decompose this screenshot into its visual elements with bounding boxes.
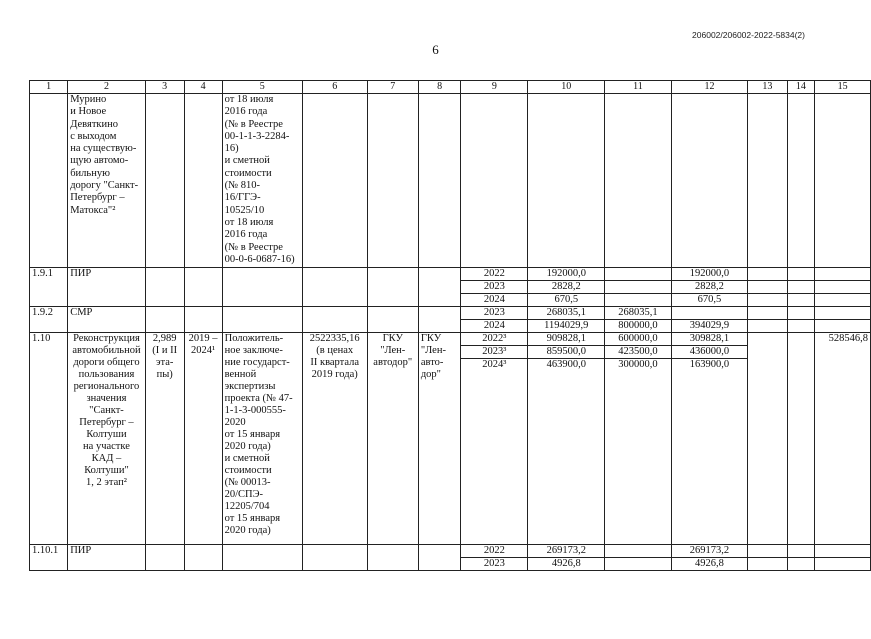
federal-cell	[605, 94, 672, 268]
year-cell: 2024³	[461, 359, 528, 545]
empty-cell	[748, 94, 787, 268]
expertise-cell	[222, 268, 302, 307]
year-cell: 2022³	[461, 333, 528, 346]
cost-cell	[302, 268, 367, 307]
column-header: 7	[367, 81, 418, 94]
customer-cell	[367, 94, 418, 268]
row-number-cell: 1.9.2	[30, 307, 68, 333]
row-number-cell: 1.9.1	[30, 268, 68, 307]
regional-cell: 163900,0	[671, 359, 747, 545]
row-number-cell: 1.10	[30, 333, 68, 545]
empty-cell	[787, 333, 815, 545]
length-cell: 2,989 (I и II эта- пы)	[145, 333, 184, 545]
length-cell	[145, 307, 184, 333]
column-header: 4	[184, 81, 222, 94]
year-cell: 2024	[461, 320, 528, 333]
federal-cell: 423500,0	[605, 346, 672, 359]
total-cell: 859500,0	[528, 346, 605, 359]
year-cell: 2022	[461, 268, 528, 281]
column-15-value-cell: 528546,8	[815, 333, 871, 545]
empty-cell	[748, 307, 787, 320]
column-header: 6	[302, 81, 367, 94]
year-cell: 2023	[461, 281, 528, 294]
empty-cell	[748, 333, 787, 545]
empty-cell	[815, 307, 871, 320]
federal-cell: 800000,0	[605, 320, 672, 333]
federal-cell	[605, 545, 672, 558]
empty-cell	[748, 294, 787, 307]
column-header: 1	[30, 81, 68, 94]
row-number-cell	[30, 94, 68, 268]
empty-cell	[815, 320, 871, 333]
total-cell	[528, 94, 605, 268]
column-header: 3	[145, 81, 184, 94]
empty-cell	[787, 307, 815, 320]
empty-cell	[787, 545, 815, 558]
table-row	[30, 268, 871, 281]
regional-cell	[671, 307, 747, 320]
regional-cell: 269173,2	[671, 545, 747, 558]
federal-cell	[605, 281, 672, 294]
year-cell: 2023³	[461, 346, 528, 359]
regional-cell: 309828,1	[671, 333, 747, 346]
total-cell: 670,5	[528, 294, 605, 307]
period-cell	[184, 307, 222, 333]
length-cell	[145, 545, 184, 571]
investment-program-table	[29, 80, 871, 571]
empty-cell	[787, 94, 815, 268]
empty-cell	[815, 281, 871, 294]
federal-cell: 300000,0	[605, 359, 672, 545]
federal-cell	[605, 294, 672, 307]
column-number-row	[30, 81, 871, 94]
empty-cell	[748, 281, 787, 294]
year-cell: 2023	[461, 558, 528, 571]
regional-cell: 436000,0	[671, 346, 747, 359]
federal-cell	[605, 268, 672, 281]
regional-cell	[671, 94, 747, 268]
total-cell: 909828,1	[528, 333, 605, 346]
year-cell: 2024	[461, 294, 528, 307]
empty-cell	[815, 94, 871, 268]
total-cell: 192000,0	[528, 268, 605, 281]
expertise-cell: от 18 июля 2016 года (№ в Реестре 00-1-1-3-2284- 16) и сметной стоимости (№ 810- 16/ГГЭ- 10525/10 от 18 июля 2016 года (№ в Реестре 00-0-6-0687-16)	[222, 94, 302, 268]
empty-cell	[748, 320, 787, 333]
regional-cell: 2828,2	[671, 281, 747, 294]
period-cell	[184, 268, 222, 307]
builder-cell	[418, 545, 461, 571]
regional-cell: 4926,8	[671, 558, 747, 571]
federal-cell: 268035,1	[605, 307, 672, 320]
column-header: 8	[418, 81, 461, 94]
regional-cell: 670,5	[671, 294, 747, 307]
empty-cell	[815, 558, 871, 571]
length-cell	[145, 94, 184, 268]
total-cell: 268035,1	[528, 307, 605, 320]
total-cell: 269173,2	[528, 545, 605, 558]
document-registration-number: 206002/206002-2022-5834(2)	[692, 30, 805, 40]
table-row	[30, 545, 871, 558]
customer-cell	[367, 307, 418, 333]
federal-cell	[605, 558, 672, 571]
empty-cell	[787, 268, 815, 281]
table-row	[30, 307, 871, 320]
column-header: 10	[528, 81, 605, 94]
total-cell: 4926,8	[528, 558, 605, 571]
builder-cell	[418, 268, 461, 307]
column-header: 11	[605, 81, 672, 94]
regional-cell: 192000,0	[671, 268, 747, 281]
total-cell: 2828,2	[528, 281, 605, 294]
object-name-cell: ПИР	[68, 268, 146, 307]
object-name-cell: Реконструкция автомобильной дороги общего пользования регионального значения "Санкт- Петербург – Колтуши на участке КАД – Колтуши" 1, 2 этап²	[68, 333, 146, 545]
cost-cell	[302, 545, 367, 571]
column-header: 12	[671, 81, 747, 94]
expertise-cell	[222, 545, 302, 571]
customer-cell	[367, 545, 418, 571]
column-header: 9	[461, 81, 528, 94]
object-name-cell: ПИР	[68, 545, 146, 571]
empty-cell	[748, 558, 787, 571]
expertise-cell: Положитель- ное заключе- ние государст- венной экспертизы проекта (№ 47- 1-1-3-000555- 2020 от 15 января 2020 года) и сметной стоимости (№ 00013- 20/СПЭ- 12205/704 от 15 января 2020 года)	[222, 333, 302, 545]
regional-cell: 394029,9	[671, 320, 747, 333]
empty-cell	[787, 320, 815, 333]
expertise-cell	[222, 307, 302, 333]
length-cell	[145, 268, 184, 307]
period-cell	[184, 545, 222, 571]
empty-cell	[815, 268, 871, 281]
empty-cell	[748, 545, 787, 558]
builder-cell	[418, 94, 461, 268]
empty-cell	[815, 294, 871, 307]
column-header: 2	[68, 81, 146, 94]
customer-cell	[367, 268, 418, 307]
builder-cell: ГКУ "Лен- авто- дор"	[418, 333, 461, 545]
year-cell: 2023	[461, 307, 528, 320]
cost-cell	[302, 307, 367, 333]
column-header: 5	[222, 81, 302, 94]
column-header: 14	[787, 81, 815, 94]
empty-cell	[815, 545, 871, 558]
federal-cell: 600000,0	[605, 333, 672, 346]
object-name-cell: СМР	[68, 307, 146, 333]
total-cell: 463900,0	[528, 359, 605, 545]
empty-cell	[787, 281, 815, 294]
empty-cell	[748, 268, 787, 281]
column-header: 15	[815, 81, 871, 94]
customer-cell: ГКУ "Лен- автодор"	[367, 333, 418, 545]
row-number-cell: 1.10.1	[30, 545, 68, 571]
page-number: 6	[432, 42, 439, 57]
table-row	[30, 333, 871, 346]
period-cell: 2019 – 2024¹	[184, 333, 222, 545]
builder-cell	[418, 307, 461, 333]
column-header: 13	[748, 81, 787, 94]
year-cell: 2022	[461, 545, 528, 558]
empty-cell	[787, 558, 815, 571]
empty-cell	[787, 294, 815, 307]
table-row	[30, 94, 871, 268]
object-name-cell: Мурино и Новое Девяткино с выходом на существую- щую автомо- бильную дорогу "Санкт- Петербург – Матокса"²	[68, 94, 146, 268]
total-cell: 1194029,9	[528, 320, 605, 333]
year-cell	[461, 94, 528, 268]
cost-cell	[302, 94, 367, 268]
cost-cell: 2522335,16 (в ценах II квартала 2019 года)	[302, 333, 367, 545]
period-cell	[184, 94, 222, 268]
